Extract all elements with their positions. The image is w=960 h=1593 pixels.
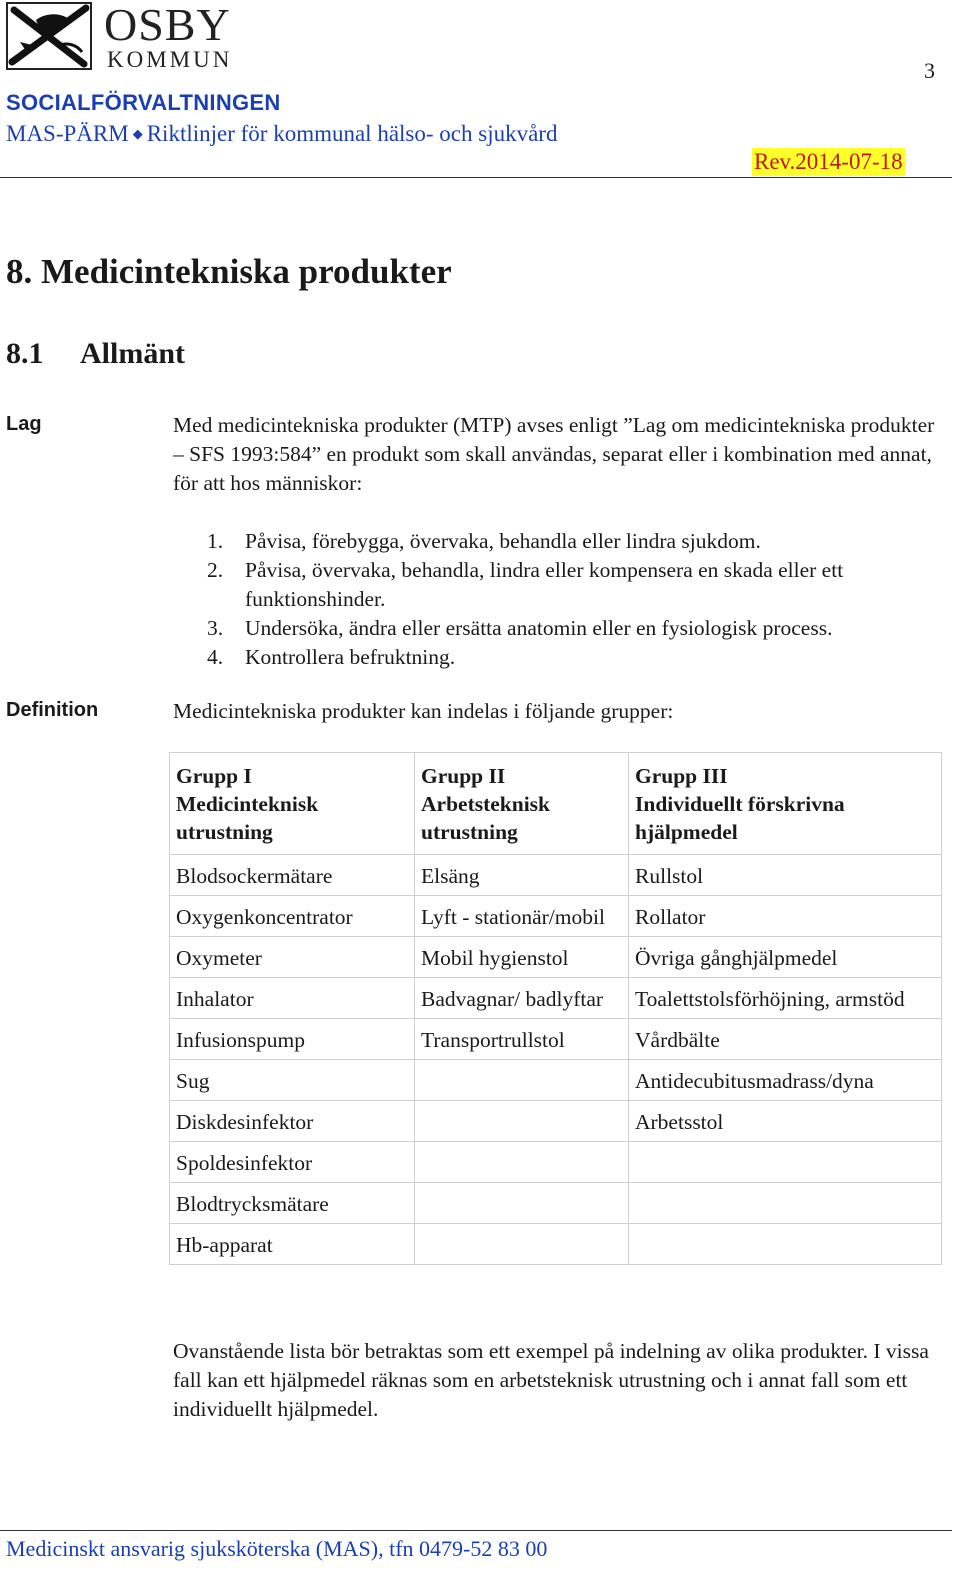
definition-text: Medicintekniska produkter kan indelas i följande grupper: — [173, 699, 674, 723]
table-header-row — [170, 753, 942, 855]
table-cell: Övriga gånghjälpmedel — [629, 937, 942, 978]
list-item: 3. Undersöka, ändra eller ersätta anatomin eller en fysiologisk process. — [207, 616, 833, 640]
header-group-3: Grupp III Individuellt förskrivna hjälpmedel — [629, 753, 942, 855]
table-cell — [629, 1183, 942, 1224]
table-cell: Toalettstolsförhöjning, armstöd — [629, 978, 942, 1019]
table-row — [170, 1101, 942, 1142]
table-cell — [415, 1101, 629, 1142]
definition-label: Definition — [6, 699, 99, 721]
table-row — [170, 855, 942, 896]
brand-subname: KOMMUN — [107, 47, 233, 72]
list-item: 2. Påvisa, övervaka, behandla, lindra eller kompensera en skada eller ett funktionshinder. — [207, 558, 844, 611]
table-cell: Transportrullstol — [415, 1019, 629, 1060]
table-cell: Inhalator — [170, 978, 415, 1019]
note-text: Ovanstående lista bör betraktas som ett exempel på indelning av olika produkter. I vissa fall kan ett hjälpmedel räknas som en arbetsteknisk utrustning och i annat fall som ett individuellt hjälpmedel. — [173, 1339, 929, 1421]
table-cell: Diskdesinfektor — [170, 1101, 415, 1142]
osby-kommun-logo — [6, 2, 92, 70]
table-cell — [415, 1060, 629, 1101]
section-heading — [6, 334, 185, 374]
table-cell — [415, 1142, 629, 1183]
header-group-2: Grupp II Arbetsteknisk utrustning — [415, 753, 629, 855]
table-row — [170, 1142, 942, 1183]
section-title: Allmänt — [80, 337, 185, 370]
table-cell: Sug — [170, 1060, 415, 1101]
lag-label: Lag — [6, 413, 42, 435]
footer-contact: Medicinskt ansvarig sjuksköterska (MAS), tfn 0479-52 83 00 — [6, 1536, 548, 1561]
table-row — [170, 978, 942, 1019]
table-row — [170, 937, 942, 978]
table-cell — [415, 1183, 629, 1224]
table-cell: Vårdbälte — [629, 1019, 942, 1060]
revision-date: Rev.2014-07-18 — [754, 149, 903, 174]
table-cell: Antidecubitusmadrass/dyna — [629, 1060, 942, 1101]
table-cell: Oxygenkoncentrator — [170, 896, 415, 937]
table-cell: Arbetsstol — [629, 1101, 942, 1142]
table-row — [170, 1019, 942, 1060]
footer-divider — [0, 1530, 952, 1531]
table-cell: Rollator — [629, 896, 942, 937]
subtitle-binder: MAS-PÄRM — [6, 121, 129, 146]
table-cell — [415, 1224, 629, 1265]
table-cell: Spoldesinfektor — [170, 1142, 415, 1183]
header-group-1: Grupp I Medicinteknisk utrustning — [170, 753, 415, 855]
table-cell: Hb-apparat — [170, 1224, 415, 1265]
table-row — [170, 1224, 942, 1265]
list-item: 1. Påvisa, förebygga, övervaka, behandla eller lindra sjukdom. — [207, 529, 761, 553]
diamond-bullet-icon: ◆ — [132, 126, 143, 141]
brand-name: OSBY — [104, 0, 231, 50]
list-item: 4. Kontrollera befruktning. — [207, 645, 456, 669]
table-cell: Oxymeter — [170, 937, 415, 978]
table-cell: Lyft - stationär/mobil — [415, 896, 629, 937]
table-cell: Rullstol — [629, 855, 942, 896]
chapter-heading: 8. Medicintekniska produkter — [6, 252, 452, 291]
table-row — [170, 1183, 942, 1224]
product-groups-table — [169, 752, 942, 1265]
table-cell — [629, 1142, 942, 1183]
lag-text: Med medicintekniska produkter (MTP) avses enligt ”Lag om medicintekniska produkter – SFS 1993:584” en produkt som skall användas, separat eller i kombination med annat, för att hos människor: — [173, 413, 935, 495]
table-cell: Infusionspump — [170, 1019, 415, 1060]
document-subtitle — [6, 121, 557, 147]
table-cell: Elsäng — [415, 855, 629, 896]
department-title: SOCIALFÖRVALTNINGEN — [6, 90, 281, 115]
table-cell: Mobil hygienstol — [415, 937, 629, 978]
subtitle-guidelines: Riktlinjer för kommunal hälso- och sjukvård — [146, 121, 558, 146]
table-cell: Badvagnar/ badlyftar — [415, 978, 629, 1019]
section-number: 8.1 — [6, 337, 44, 370]
table-cell: Blodtrycksmätare — [170, 1183, 415, 1224]
purpose-list — [207, 527, 947, 672]
page-number: 3 — [924, 58, 935, 83]
table-cell — [629, 1224, 942, 1265]
table-row — [170, 1060, 942, 1101]
table-cell: Blodsockermätare — [170, 855, 415, 896]
table-row — [170, 896, 942, 937]
header-divider — [0, 177, 952, 178]
